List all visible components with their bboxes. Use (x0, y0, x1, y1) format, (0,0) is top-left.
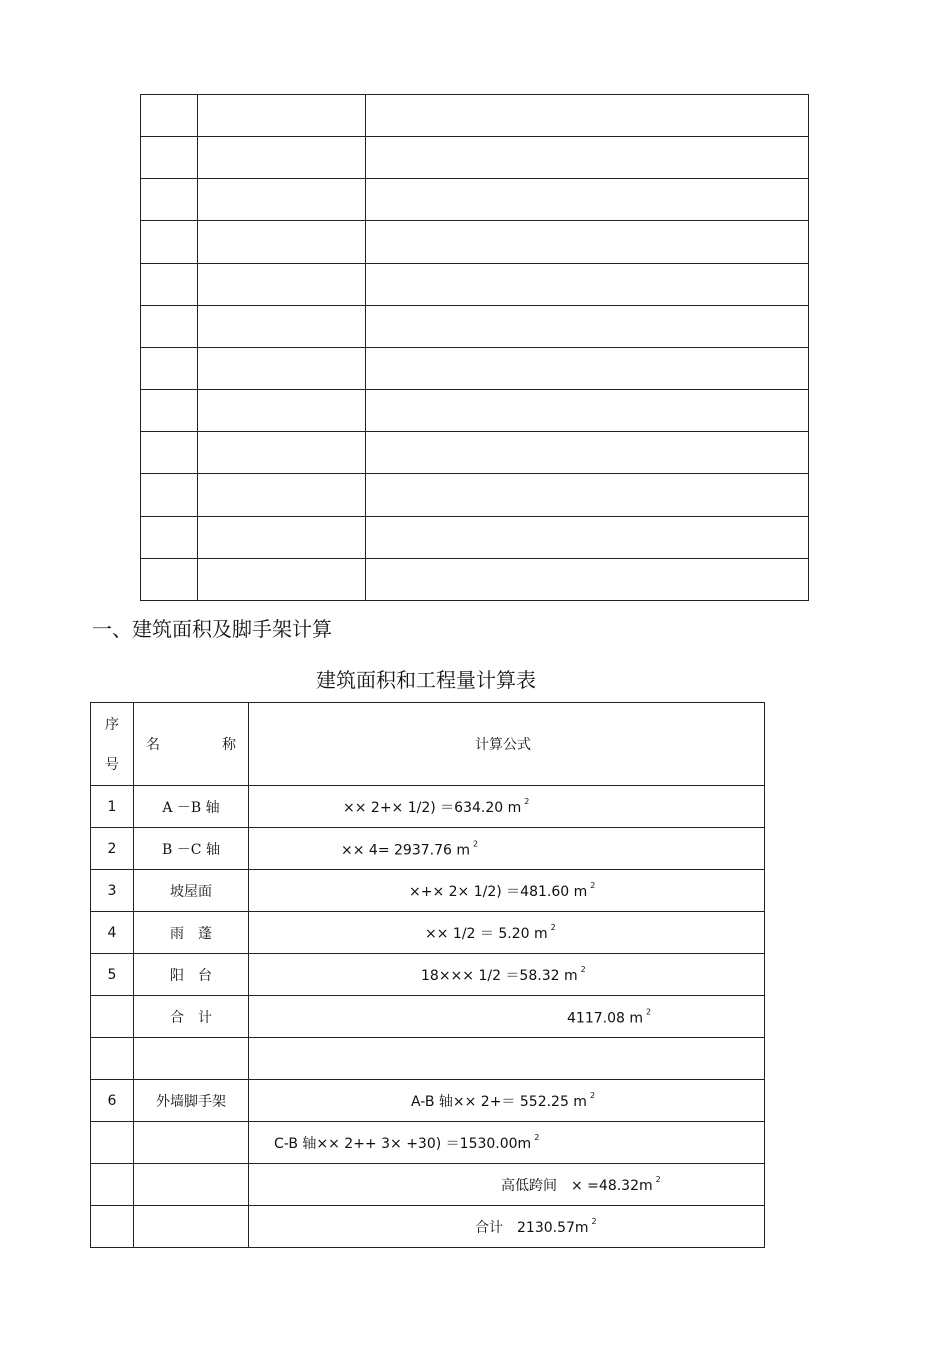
name-cell: 阳 台 (134, 954, 249, 996)
table-cell (366, 95, 809, 137)
unit-superscript: 2 (524, 796, 530, 806)
table-row (141, 558, 809, 600)
name-cell: 外墙脚手架 (134, 1080, 249, 1122)
formula-cell (249, 786, 765, 828)
header-name-right: 称 (222, 737, 236, 753)
formula-text: 高低跨间 × =48.32m (501, 1177, 653, 1194)
table-cell (141, 95, 198, 137)
table-row (141, 390, 809, 432)
table-cell (141, 179, 198, 221)
table-row (141, 263, 809, 305)
seq-cell (91, 996, 134, 1038)
seq-cell (91, 1122, 134, 1164)
table-row (91, 1206, 765, 1248)
formula-cell (249, 870, 765, 912)
formula-text: ×× 4= 2937.76 m (341, 842, 470, 858)
header-formula-cell (249, 703, 765, 786)
table-cell (366, 179, 809, 221)
name-cell (134, 1164, 249, 1206)
formula-text: 18××× 1/2 ＝58.32 m (421, 967, 578, 984)
header-name-cell (134, 703, 249, 786)
table-cell (141, 474, 198, 516)
table-row (91, 1038, 765, 1080)
table-cell (366, 390, 809, 432)
table-row (91, 870, 765, 912)
seq-cell: 3 (91, 870, 134, 912)
table-cell (366, 347, 809, 389)
table-cell (366, 263, 809, 305)
name-cell (134, 1206, 249, 1248)
formula-text: ×+× 2× 1/2) ＝481.60 m (409, 883, 588, 900)
table-cell (198, 95, 366, 137)
formula-cell (249, 1038, 765, 1080)
table-cell (198, 516, 366, 558)
name-cell: A －B 轴 (134, 786, 249, 828)
formula-text: ×× 2+× 1/2) ＝634.20 m (343, 799, 522, 816)
table-cell (366, 558, 809, 600)
table-cell (366, 516, 809, 558)
seq-cell (91, 1038, 134, 1080)
unit-superscript: 2 (590, 880, 596, 890)
seq-cell: 5 (91, 954, 134, 996)
formula-text: A-B 轴×× 2+＝ 552.25 m (411, 1093, 587, 1110)
table-row (141, 516, 809, 558)
table-cell (198, 390, 366, 432)
table-row (91, 786, 765, 828)
formula-text: 4117.08 m (567, 1010, 643, 1026)
table-row (91, 1080, 765, 1122)
table-cell (141, 137, 198, 179)
name-cell: 雨 蓬 (134, 912, 249, 954)
header-seq-cell (91, 703, 134, 786)
unit-superscript: 2 (655, 1174, 661, 1184)
seq-cell: 1 (91, 786, 134, 828)
seq-cell (91, 1206, 134, 1248)
seq-cell: 2 (91, 828, 134, 870)
table-cell (198, 558, 366, 600)
table-cell (198, 474, 366, 516)
table-cell (198, 263, 366, 305)
unit-superscript: 2 (534, 1132, 540, 1142)
table-header-row (91, 703, 765, 786)
header-formula: 计算公式 (475, 737, 531, 753)
header-name-left: 名 (146, 737, 160, 753)
formula-cell (249, 1122, 765, 1164)
seq-cell: 4 (91, 912, 134, 954)
formula-cell (249, 954, 765, 996)
formula-cell (249, 1080, 765, 1122)
table-cell (198, 347, 366, 389)
table-cell (198, 305, 366, 347)
table-cell (198, 221, 366, 263)
table-cell (366, 137, 809, 179)
table-row (91, 912, 765, 954)
table-cell (141, 558, 198, 600)
formula-cell (249, 996, 765, 1038)
name-cell: 坡屋面 (134, 870, 249, 912)
table-cell (141, 221, 198, 263)
table-row (91, 1164, 765, 1206)
header-seq-top: 序 (105, 717, 119, 733)
area-calculation-table (90, 702, 765, 1248)
formula-cell (249, 1206, 765, 1248)
seq-cell: 6 (91, 1080, 134, 1122)
table-cell (366, 474, 809, 516)
table-cell (141, 432, 198, 474)
table-cell (198, 179, 366, 221)
table-cell (366, 305, 809, 347)
blank-grid-table (140, 94, 809, 601)
name-cell: B －C 轴 (134, 828, 249, 870)
table-cell (141, 263, 198, 305)
table-row (141, 347, 809, 389)
formula-cell (249, 828, 765, 870)
table-row (141, 95, 809, 137)
formula-text: 合计 2130.57m (475, 1219, 589, 1236)
unit-superscript: 2 (550, 922, 556, 932)
table-cell (366, 221, 809, 263)
table-row (91, 1122, 765, 1164)
table-row (141, 221, 809, 263)
table-cell (141, 390, 198, 432)
name-cell (134, 1038, 249, 1080)
formula-cell (249, 1164, 765, 1206)
unit-superscript: 2 (580, 964, 586, 974)
name-cell (134, 1122, 249, 1164)
table-row (141, 305, 809, 347)
unit-superscript: 2 (645, 1007, 652, 1016)
table-cell (366, 432, 809, 474)
section-heading: 一、建筑面积及脚手架计算 (92, 617, 332, 641)
header-seq-bottom: 号 (105, 757, 119, 773)
table-cell (198, 432, 366, 474)
unit-superscript: 2 (472, 839, 479, 848)
formula-text: C-B 轴×× 2++ 3× +30) ＝1530.00m (274, 1135, 532, 1152)
table-row (91, 996, 765, 1038)
table-cell (198, 137, 366, 179)
table-row (141, 179, 809, 221)
seq-cell (91, 1164, 134, 1206)
formula-cell (249, 912, 765, 954)
table-row (141, 474, 809, 516)
unit-superscript: 2 (591, 1216, 597, 1226)
table-cell (141, 305, 198, 347)
table-row (91, 828, 765, 870)
formula-text: ×× 1/2 ＝ 5.20 m (425, 925, 548, 942)
table-row (141, 432, 809, 474)
table-cell (141, 347, 198, 389)
table-row (141, 137, 809, 179)
table-title: 建筑面积和工程量计算表 (316, 668, 536, 692)
unit-superscript: 2 (589, 1090, 596, 1100)
name-cell: 合 计 (134, 996, 249, 1038)
table-row (91, 954, 765, 996)
table-cell (141, 516, 198, 558)
